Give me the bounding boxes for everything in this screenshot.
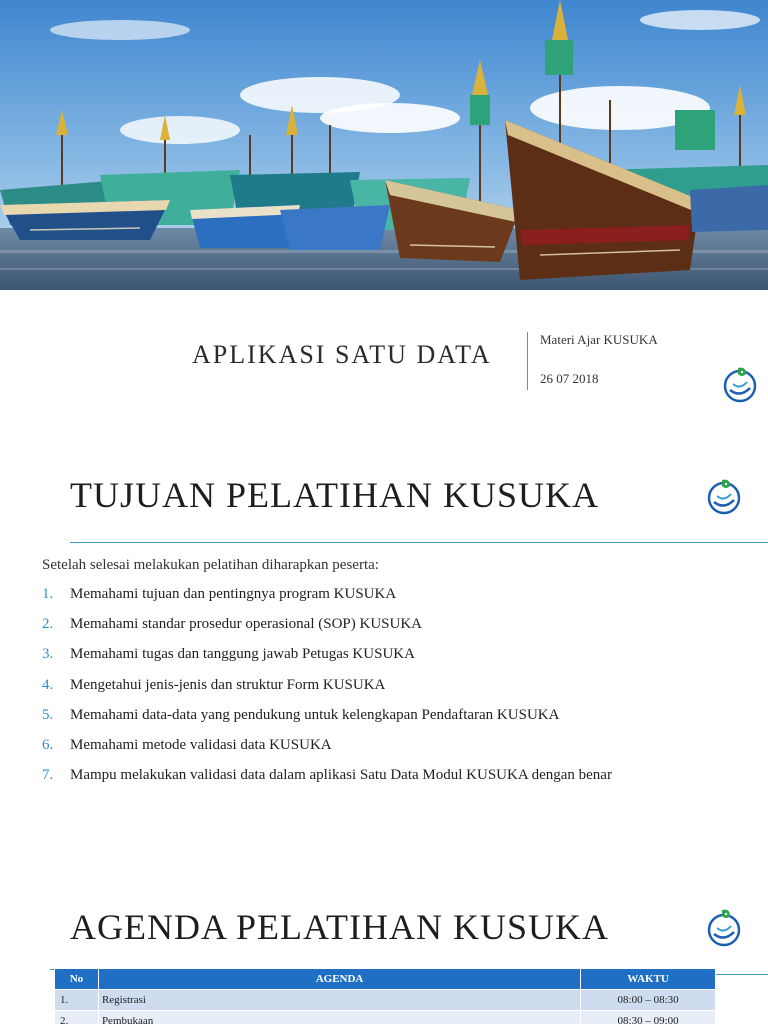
ministry-logo-icon (704, 904, 744, 948)
column-header-waktu: WAKTU (581, 969, 716, 990)
table-cell-waktu: 08:00 – 08:30 (581, 990, 716, 1011)
presentation-date: 26 07 2018 (540, 371, 599, 386)
column-header-no: No (55, 969, 99, 990)
presentation-subtitle: Materi Ajar KUSUKA (540, 332, 658, 347)
agenda-title: AGENDA PELATIHAN KUSUKA (70, 907, 609, 947)
objectives-list (42, 586, 612, 797)
objectives-title: TUJUAN PELATIHAN KUSUKA (70, 475, 599, 515)
table-header-row (55, 969, 716, 990)
table-cell-no: 2. (55, 1011, 99, 1024)
list-item: 7. Mampu melakukan validasi data dalam aplikasi Satu Data Modul KUSUKA dengan benar (42, 767, 612, 784)
table-cell-waktu: 08:30 – 09:00 (581, 1011, 716, 1024)
title-underline (70, 542, 768, 543)
list-item: 2. Memahami standar prosedur operasional (SOP) KUSUKA (42, 616, 423, 633)
list-item: 3. Memahami tugas dan tanggung jawab Petugas KUSUKA (42, 646, 415, 663)
harbor-boats-photo (0, 0, 768, 290)
objectives-intro: Setelah selesai melakukan pelatihan diharapkan peserta: (42, 557, 379, 573)
list-item: 6. Memahami metode validasi data KUSUKA (42, 736, 332, 753)
agenda-table (54, 968, 716, 1024)
list-item: 5. Memahami data-data yang pendukung untuk kelengkapan Pendaftaran KUSUKA (42, 706, 560, 723)
ministry-logo-icon (720, 362, 760, 404)
table-cell-agenda: Pembukaan (98, 1011, 580, 1024)
presentation-title: APLIKASI SATU DATA (192, 340, 492, 369)
table-cell-agenda: Registrasi (98, 990, 580, 1011)
column-header-agenda: AGENDA (98, 969, 580, 990)
ministry-logo-icon (704, 474, 744, 516)
table-row (55, 1011, 716, 1024)
title-divider (527, 332, 528, 390)
table-cell-no: 1. (55, 990, 99, 1011)
list-item: 1. Memahami tujuan dan pentingnya program KUSUKA (42, 586, 397, 602)
title-underline (714, 974, 768, 975)
title-slide (0, 0, 768, 420)
list-item: 4. Mengetahui jenis-jenis dan struktur Form KUSUKA (42, 676, 386, 693)
table-row (55, 990, 716, 1011)
